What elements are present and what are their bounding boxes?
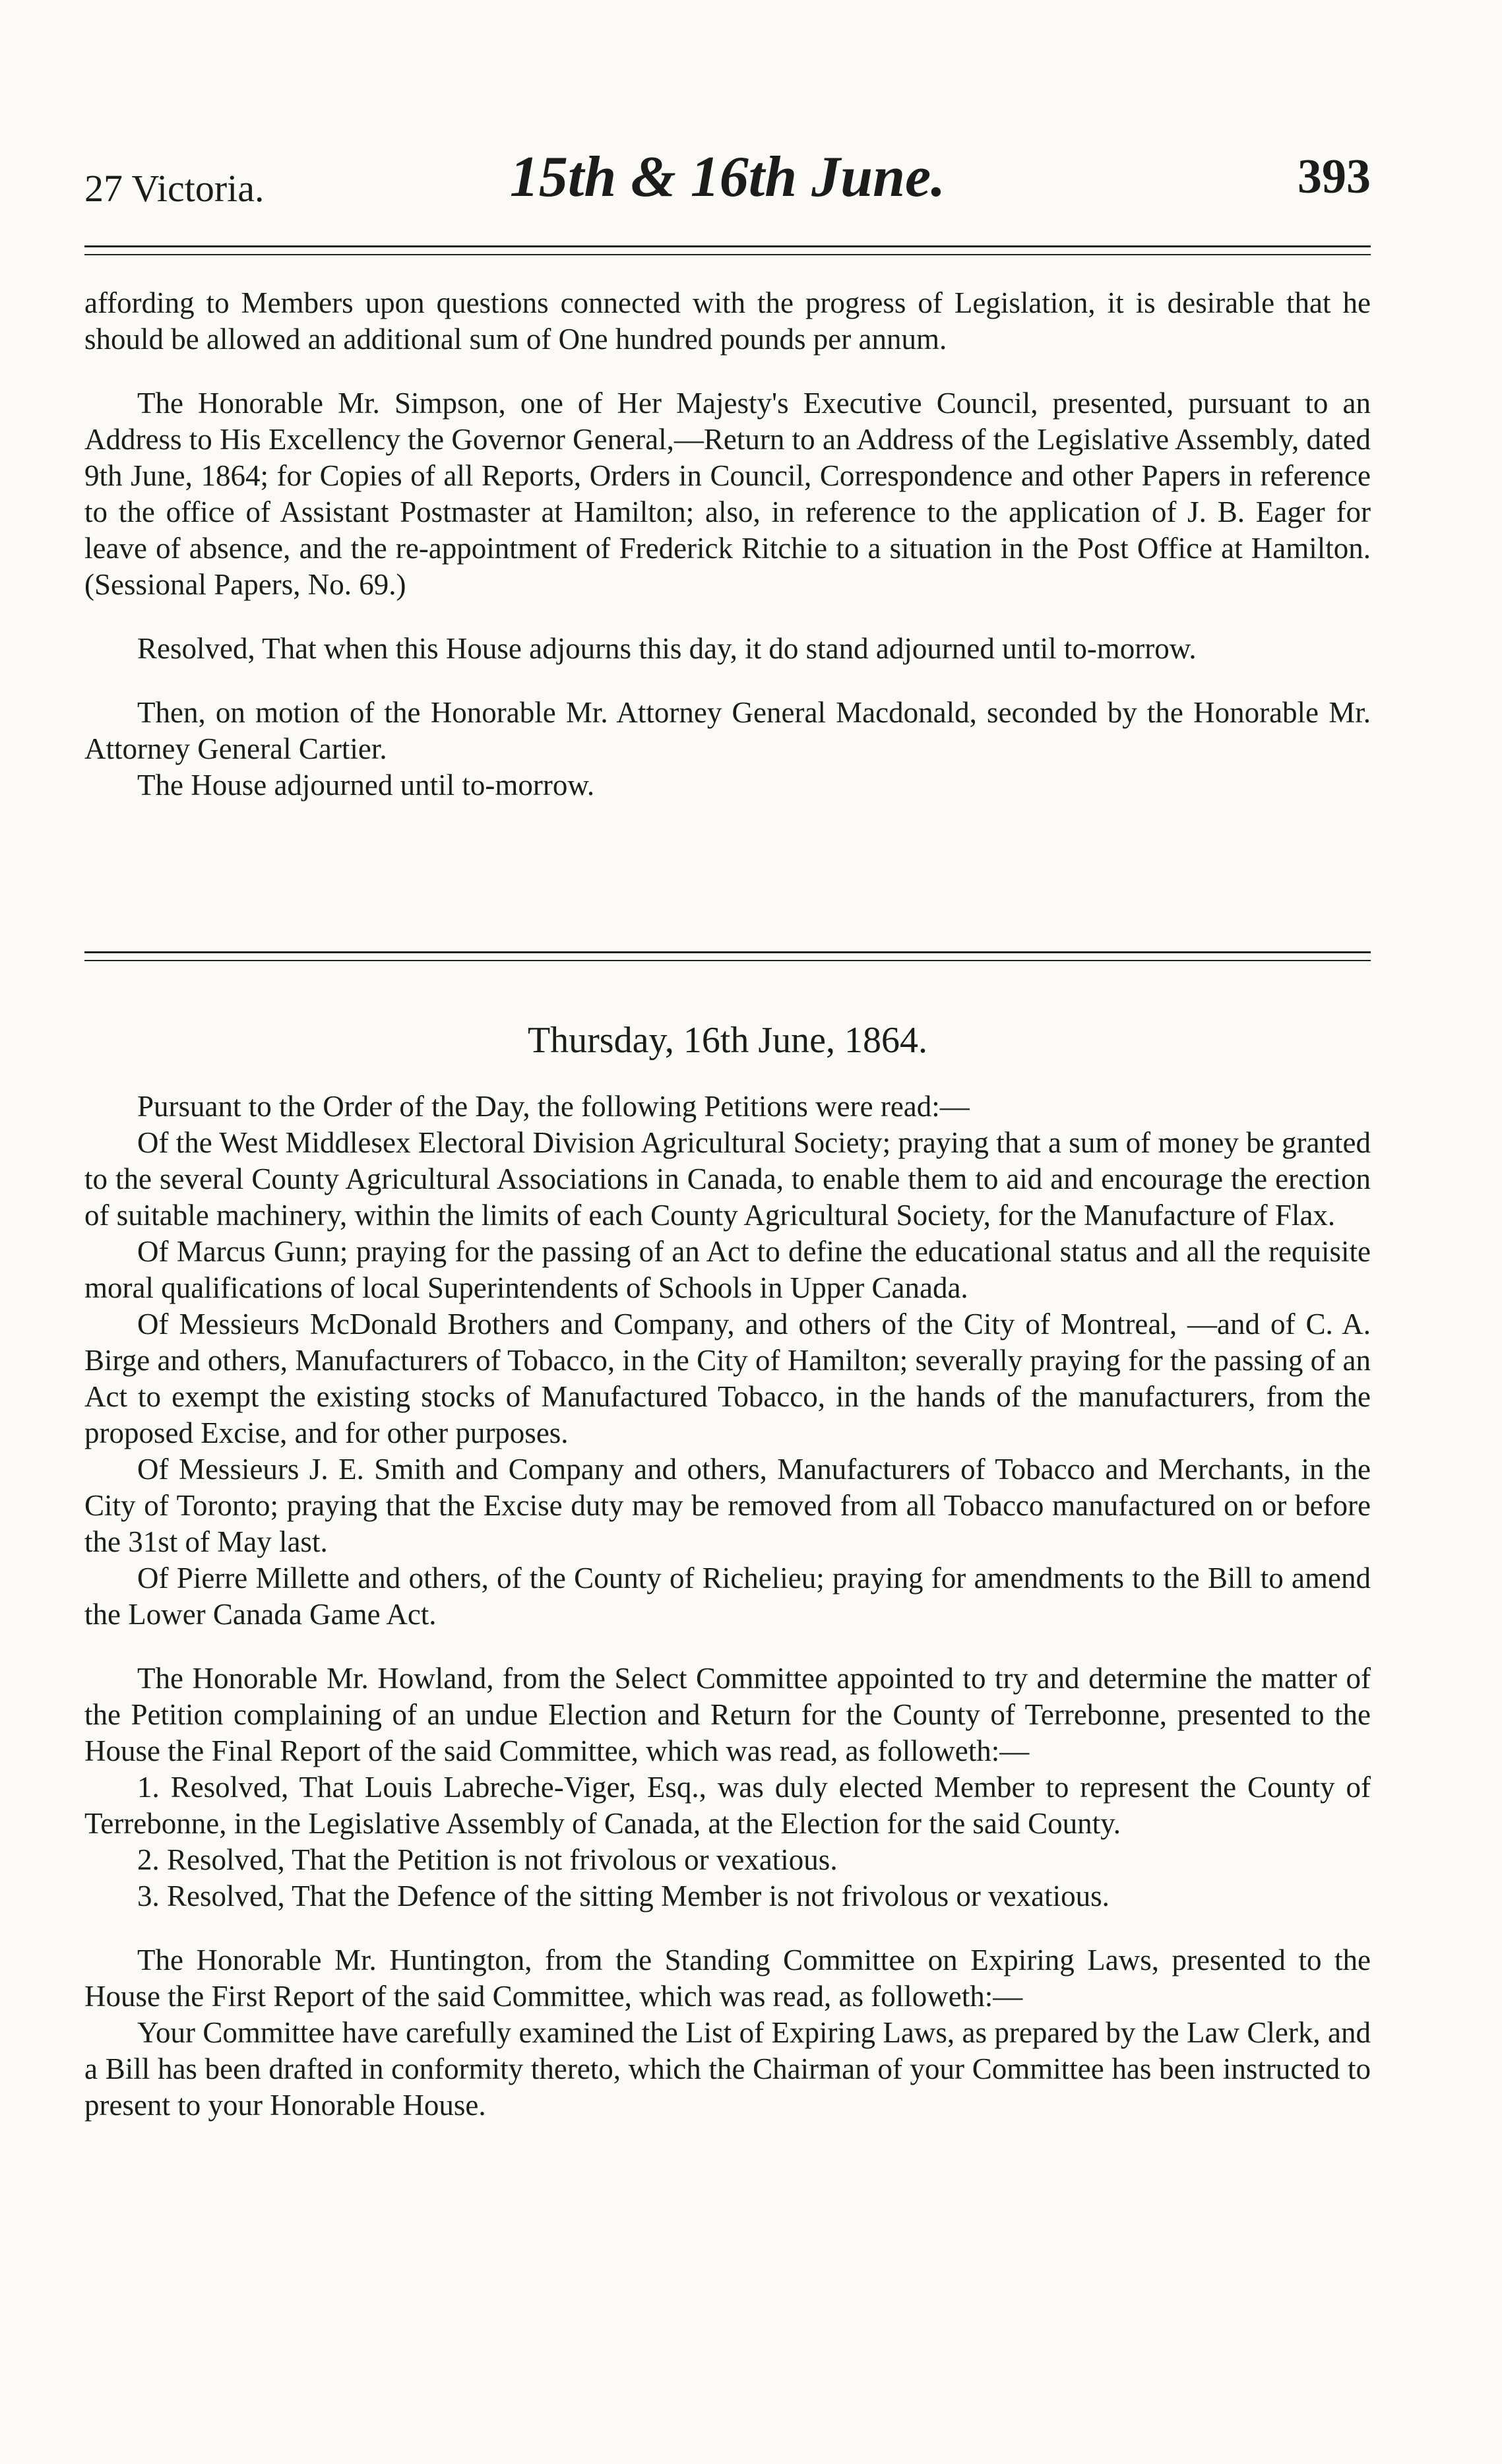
proceedings-16th-june bbox=[84, 1089, 1371, 2124]
paragraph-expiring-laws-report: Your Committee have carefully examined the List of Expiring Laws, as prepared by the Law Clerk, and a Bill has been drafted in conformity thereto, which the Chairman of your Committee has been instructed to present to your Honorable House. bbox=[84, 2016, 1371, 2122]
petition-item: Of Messieurs J. E. Smith and Company and others, Manufacturers of Tobacco and Merchants, in the City of Toronto; praying that the Excise duty may be removed from all Tobacco manufactured on or before the 31st of May last. bbox=[84, 1453, 1371, 1558]
petition-item: Of Marcus Gunn; praying for the passing of an Act to define the educational status and all the requisite moral qualifications of local Superintendents of Schools in Upper Canada. bbox=[84, 1235, 1371, 1304]
petition-item: Of Messieurs McDonald Brothers and Company, and others of the City of Montreal, —and of C. A. Birge and others, Manufacturers of Tobacco, in the City of Hamilton; severally praying for the passing of an Act to exempt the existing stocks of Manufactured Tobacco, in the hands of the manufacturers, from the proposed Excise, and for other purposes. bbox=[84, 1308, 1371, 1449]
regnal-year: 27 Victoria. bbox=[84, 167, 265, 210]
page-number: 393 bbox=[1298, 150, 1371, 204]
petitions-intro: Pursuant to the Order of the Day, the following Petitions were read:— bbox=[137, 1090, 970, 1123]
section-rule bbox=[84, 951, 1371, 961]
page-header bbox=[84, 144, 1371, 216]
paragraph-adjourned: The House adjourned until to-morrow. bbox=[137, 769, 595, 802]
petition-item: Of Pierre Millette and others, of the County of Richelieu; praying for amendments to the Bill to amend the Lower Canada Game Act. bbox=[84, 1562, 1371, 1631]
paragraph-continuation: affording to Members upon questions connected with the progress of Legislation, it is desirable that he should be allowed an additional sum of One hundred pounds per annum. bbox=[84, 286, 1371, 356]
resolution-item: 3. Resolved, That the Defence of the sitting Member is not frivolous or vexatious. bbox=[137, 1880, 1110, 1912]
petition-item: Of the West Middlesex Electoral Division Agricultural Society; praying that a sum of money be granted to the several County Agricultural Associations in Canada, to enable them to aid and encourage the erection of suitable machinery, within the limits of each County Agricultural Society, for the Manufacture of Flax. bbox=[84, 1126, 1371, 1232]
proceedings-15th-june bbox=[84, 285, 1371, 804]
resolution-item: 1. Resolved, That Louis Labreche-Viger, Esq., was duly elected Member to represent the County of Terrebonne, in the Legislative Assembly of Canada, at the Election for the said County. bbox=[84, 1771, 1371, 1840]
resolution-item: 2. Resolved, That the Petition is not frivolous or vexatious. bbox=[137, 1843, 838, 1876]
section-title: Thursday, 16th June, 1864. bbox=[527, 1020, 928, 1061]
paragraph-motion: Then, on motion of the Honorable Mr. Attorney General Macdonald, seconded by the Honorable Mr. Attorney General Cartier. bbox=[84, 696, 1371, 765]
header-dates: 15th & 16th June. bbox=[509, 145, 946, 209]
paragraph-expiring-laws: The Honorable Mr. Huntington, from the Standing Committee on Expiring Laws, presented to the House the First Report of the said Committee, which was read, as followeth:— bbox=[84, 1943, 1371, 2013]
paragraph-resolution-adjourn: Resolved, That when this House adjourns this day, it do stand adjourned until to-morrow. bbox=[137, 632, 1197, 665]
paragraph-select-committee-report: The Honorable Mr. Howland, from the Select Committee appointed to try and determine the matter of the Petition complaining of an undue Election and Return for the County of Terrebonne, presented to the House the Final Report of the said Committee, which was read, as followeth:— bbox=[84, 1662, 1371, 1767]
header-rule bbox=[84, 245, 1371, 255]
paragraph-return-simpson: The Honorable Mr. Simpson, one of Her Majesty's Executive Council, presented, pursuant to an Address to His Excellency the Governor General,—Return to an Address of the Legislative Assembly, dated 9th June, 1864; for Copies of all Reports, Orders in Council, Correspondence and other Papers in reference to the office of Assistant Postmaster at Hamilton; also, in reference to the application of J. B. Eager for leave of absence, and the re-appointment of Frederick Ritchie to a situation in the Post Office at Hamilton. (Sessional Papers, No. 69.) bbox=[84, 387, 1371, 601]
